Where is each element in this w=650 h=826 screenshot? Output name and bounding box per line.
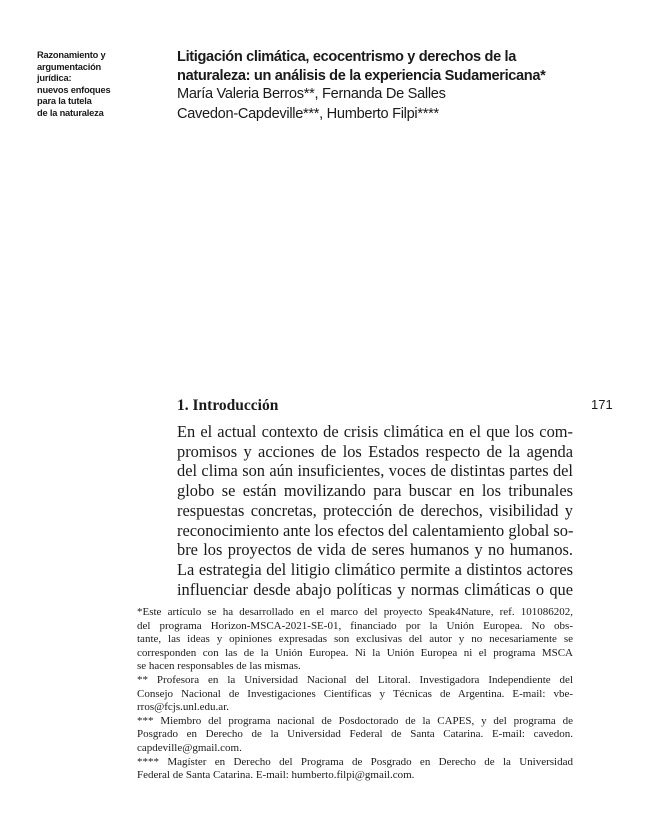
footnote — [137, 606, 573, 674]
body-line: bre los proyectos de vida de seres humanos y no humanos. — [177, 540, 573, 560]
section-heading: 1. Introducción — [177, 397, 279, 414]
footnote-line: capdeville@gmail.com. — [137, 741, 242, 754]
author-line: María Valeria Berros**, Fernanda De Salles — [177, 86, 446, 102]
footnote — [137, 715, 573, 756]
running-header-line: de la naturaleza — [37, 107, 104, 118]
body-line: promisos y acciones de los Estados respecto de la agenda — [177, 441, 573, 461]
footnote-line: rros@fcjs.unl.edu.ar. — [137, 701, 229, 714]
footnotes — [137, 606, 573, 783]
running-header-book-title — [37, 50, 157, 120]
footnote — [137, 756, 573, 783]
chapter-authors — [177, 85, 617, 124]
footnote-line: del programa Horizon-MSCA-2021-SE-01, financiado por la Unión Europea. No obs- — [137, 619, 573, 632]
section-introduction — [177, 396, 573, 599]
running-header-line: argumentación — [37, 61, 102, 72]
footnote-line: corresponden con las de la Unión Europea. Ni la Unión Europea ni el programa MSCA — [137, 646, 573, 659]
chapter-title — [177, 48, 617, 85]
footnote-line: Federal de Santa Catarina. E-mail: humberto.filpi@gmail.com. — [137, 769, 415, 782]
chapter-title-line: naturaleza: un análisis de la experiencia Sudamericana* — [177, 67, 546, 84]
footnote-line: tante, las ideas y opiniones expresadas son exclusivas del autor y no necesariamente se — [137, 633, 573, 646]
footnote-line: **** Magíster en Derecho del Programa de Posgrado en Derecho de la Universidad — [137, 755, 573, 768]
body-line: reconocimiento ante los efectos del calentamiento global so- — [177, 520, 574, 540]
body-line: globo se están movilizando para buscar en los tribunales — [177, 481, 573, 501]
footnote-line: *Este artículo se ha desarrollado en el marco del proyecto Speak4Nature, ref. 101086202, — [137, 606, 573, 618]
body-line: En el actual contexto de crisis climática en el que los com- — [177, 422, 573, 441]
body-line: La estrategia del litigio climático permite a distintos actores — [177, 559, 573, 579]
chapter-title-line: Litigación climática, ecocentrismo y derechos de la — [177, 49, 517, 65]
body-line: del clima son aún insuficientes, voces de distintas partes del — [177, 461, 573, 481]
body-line: respuestas concretas, protección de derechos, visibilidad y — [177, 500, 573, 520]
body-paragraph — [177, 422, 573, 599]
footnote-line: Posgrado en Derecho de la Universidad Federal de Santa Catarina. E-mail: cavedon. — [137, 728, 573, 741]
footnote — [137, 674, 573, 715]
page-number: 171 — [591, 397, 613, 412]
running-header-line: Razonamiento y — [37, 50, 106, 60]
footnote-line: Consejo Nacional de Investigaciones Científicas y Técnicas de Argentina. E-mail: vbe- — [137, 687, 573, 700]
author-line: Cavedon-Capdeville***, Humberto Filpi**** — [177, 105, 439, 122]
running-header-line: jurídica: — [37, 73, 72, 84]
body-line: influenciar desde abajo políticas y normas climáticas o que — [177, 579, 573, 599]
footnote-line: ** Profesora en la Universidad Nacional del Litoral. Investigadora Independiente del — [137, 673, 573, 686]
running-header-line: para la tutela — [37, 96, 92, 107]
footnote-line: se hacen responsables de las mismas. — [137, 660, 301, 673]
running-header-line: nuevos enfoques — [37, 84, 111, 95]
chapter-header — [177, 48, 617, 124]
footnote-line: *** Miembro del programa nacional de Posdoctorado de la CAPES, y del programa de — [137, 714, 573, 727]
